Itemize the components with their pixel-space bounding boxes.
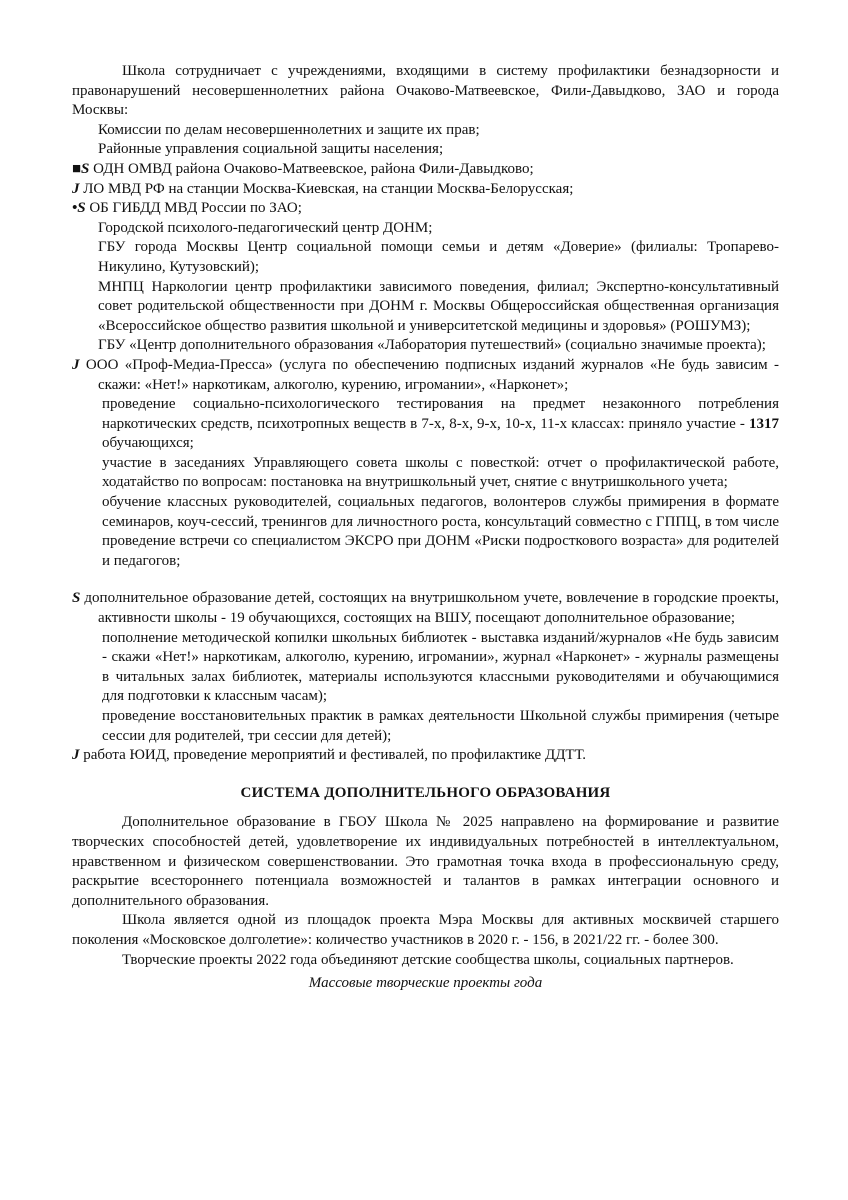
list-item-text: Районные управления социальной защиты населения; bbox=[98, 141, 444, 158]
list-item bbox=[72, 336, 779, 356]
intro-paragraph: Школа сотрудничает с учреждениями, входящими в систему профилактики безнадзорности и правонарушений несовершеннолетних района Очаково-Матвеевское, Фили-Давыдково, ЗАО и города Москвы: bbox=[72, 63, 779, 119]
bullet-marker: S bbox=[72, 590, 81, 607]
list-item-text: работа ЮИД, проведение мероприятий и фестивалей, по профилактике ДДТТ. bbox=[83, 747, 587, 764]
list-item bbox=[72, 395, 779, 454]
list-item bbox=[72, 356, 779, 395]
testing-text-before: проведение социально-психологического тестирования на предмет незаконного потребления наркотических средств, психотропных веществ в 7-х, 8-х, 9-х, 10-х, 11-х классах: приняло участие - bbox=[102, 396, 779, 432]
list-item bbox=[72, 454, 779, 493]
activities-list bbox=[72, 356, 779, 572]
document-body bbox=[72, 62, 779, 994]
bullet-marker: J bbox=[72, 356, 80, 373]
list-item-text: участие в заседаниях Управляющего совета школы с повесткой: отчет о профилактической работе, ходатайство по вопросам: постановка на внутришкольный учет, снятие с внутришкольного учета; bbox=[102, 454, 779, 491]
body-paragraph: Дополнительное образование в ГБОУ Школа № 2025 направлено на формирование и развитие творческих способностей детей, удовлетворение их индивидуальных потребностей в интеллектуальном, нравственном и физическом совершенствовании. Это грамотная точка входа в профессиональную среду, раскрытие всестороннего потенциала возможностей и талантов в рамках интеграции основного и дополнительного образования. bbox=[72, 814, 779, 909]
list-item bbox=[72, 493, 779, 571]
list-item bbox=[72, 199, 779, 219]
list-item-text: ООО «Проф-Медиа-Пресса» (услуга по обеспечению подписных изданий журналов «Не будь зависим - скажи: «Нет!» наркотикам, алкоголю, курению, игромании», «Нарконет»; bbox=[85, 356, 779, 393]
body-paragraph: Творческие проекты 2022 года объединяют детские сообщества школы, социальных партнеров. bbox=[122, 951, 734, 968]
body-paragraph: Школа является одной из площадок проекта Мэра Москвы для активных москвичей старшего поколения «Московское долголетие»: количество участников в 2020 г. - 156, в 2021/22 гг. - более 300. bbox=[72, 912, 779, 948]
list-item-text: ОДН ОМВД района Очаково-Матвеевское, района Фили-Давыдково; bbox=[93, 160, 534, 177]
list-item bbox=[72, 589, 779, 628]
list-item bbox=[72, 278, 779, 337]
list-item-text: проведение восстановительных практик в рамках деятельности Школьной службы примирения (четыре сессии для родителей, три сессии для детей); bbox=[102, 708, 779, 744]
list-item-text: Городской психолого-педагогический центр ДОНМ; bbox=[98, 219, 433, 236]
list-item-text: Комиссии по делам несовершеннолетних и защите их прав; bbox=[98, 121, 480, 138]
table-caption: Массовые творческие проекты года bbox=[308, 975, 543, 992]
list-item bbox=[72, 219, 779, 239]
bullet-marker: J bbox=[72, 747, 80, 764]
list-item bbox=[72, 180, 779, 200]
bullet-marker: J bbox=[72, 180, 80, 197]
list-item-text: ГБУ города Москвы Центр социальной помощи семьи и детям «Доверие» (филиалы: Тропарево-Никулино, Кутузовский); bbox=[98, 239, 779, 275]
list-item bbox=[72, 746, 779, 766]
section-heading: СИСТЕМА ДОПОЛНИТЕЛЬНОГО ОБРАЗОВАНИЯ bbox=[240, 784, 611, 801]
spacer bbox=[72, 571, 779, 589]
list-item bbox=[72, 707, 779, 746]
testing-text-after: обучающихся; bbox=[102, 435, 194, 452]
list-item bbox=[72, 238, 779, 277]
list-item bbox=[72, 160, 779, 180]
bullet-marker: •S bbox=[72, 200, 86, 217]
list-item-text: ГБУ «Центр дополнительного образования «Лаборатория путешествий» (социально значимые проекта); bbox=[98, 337, 766, 354]
list-item-text: пополнение методической копилки школьных библиотек - выставка изданий/журналов «Не будь зависим - скажи «Нет!» наркотикам, алкоголю, курению, игромании», журнал «Нарконет» - журналы размещены в читальных залах библиотек, материалы используются классными руководителями и обучающимися для подготовки к классным часам); bbox=[102, 629, 779, 705]
list-item-text: дополнительное образование детей, состоящих на внутришкольном учете, вовлечение в городские проекты, активности школы - 19 обучающихся, состоящих на ВШУ, посещают дополнительное образование; bbox=[84, 590, 779, 627]
bullet-marker: ■S bbox=[72, 160, 90, 177]
partners-list bbox=[72, 121, 779, 356]
list-item bbox=[72, 629, 779, 707]
list-item-text: обучение классных руководителей, социальных педагогов, волонтеров службы примирения в формате семинаров, коуч-сессий, тренингов для личностного роста, консультаций совместно с ГППЦ, в том числе проведение встречи со специалистом ЭКСРО при ДОНМ «Риски подросткового возраста» для родителей и педагогов; bbox=[102, 494, 779, 569]
list-item-text: ОБ ГИБДД МВД России по ЗАО; bbox=[89, 200, 302, 217]
participants-count: 1317 bbox=[749, 415, 779, 432]
list-item-text: МНПЦ Наркологии центр профилактики зависимого поведения, филиал; Экспертно-консультативный совет родительской общественности при ДОНМ г. Москвы Общероссийская общественная организация «Всероссийское общество развития школьной и университетской медицины и здоровья» (РОШУМЗ); bbox=[98, 278, 779, 334]
list-item bbox=[72, 121, 779, 141]
list-item bbox=[72, 140, 779, 160]
prevention-list bbox=[72, 589, 779, 765]
list-item-text: ЛО МВД РФ на станции Москва-Киевская, на станции Москва-Белорусская; bbox=[83, 180, 574, 197]
